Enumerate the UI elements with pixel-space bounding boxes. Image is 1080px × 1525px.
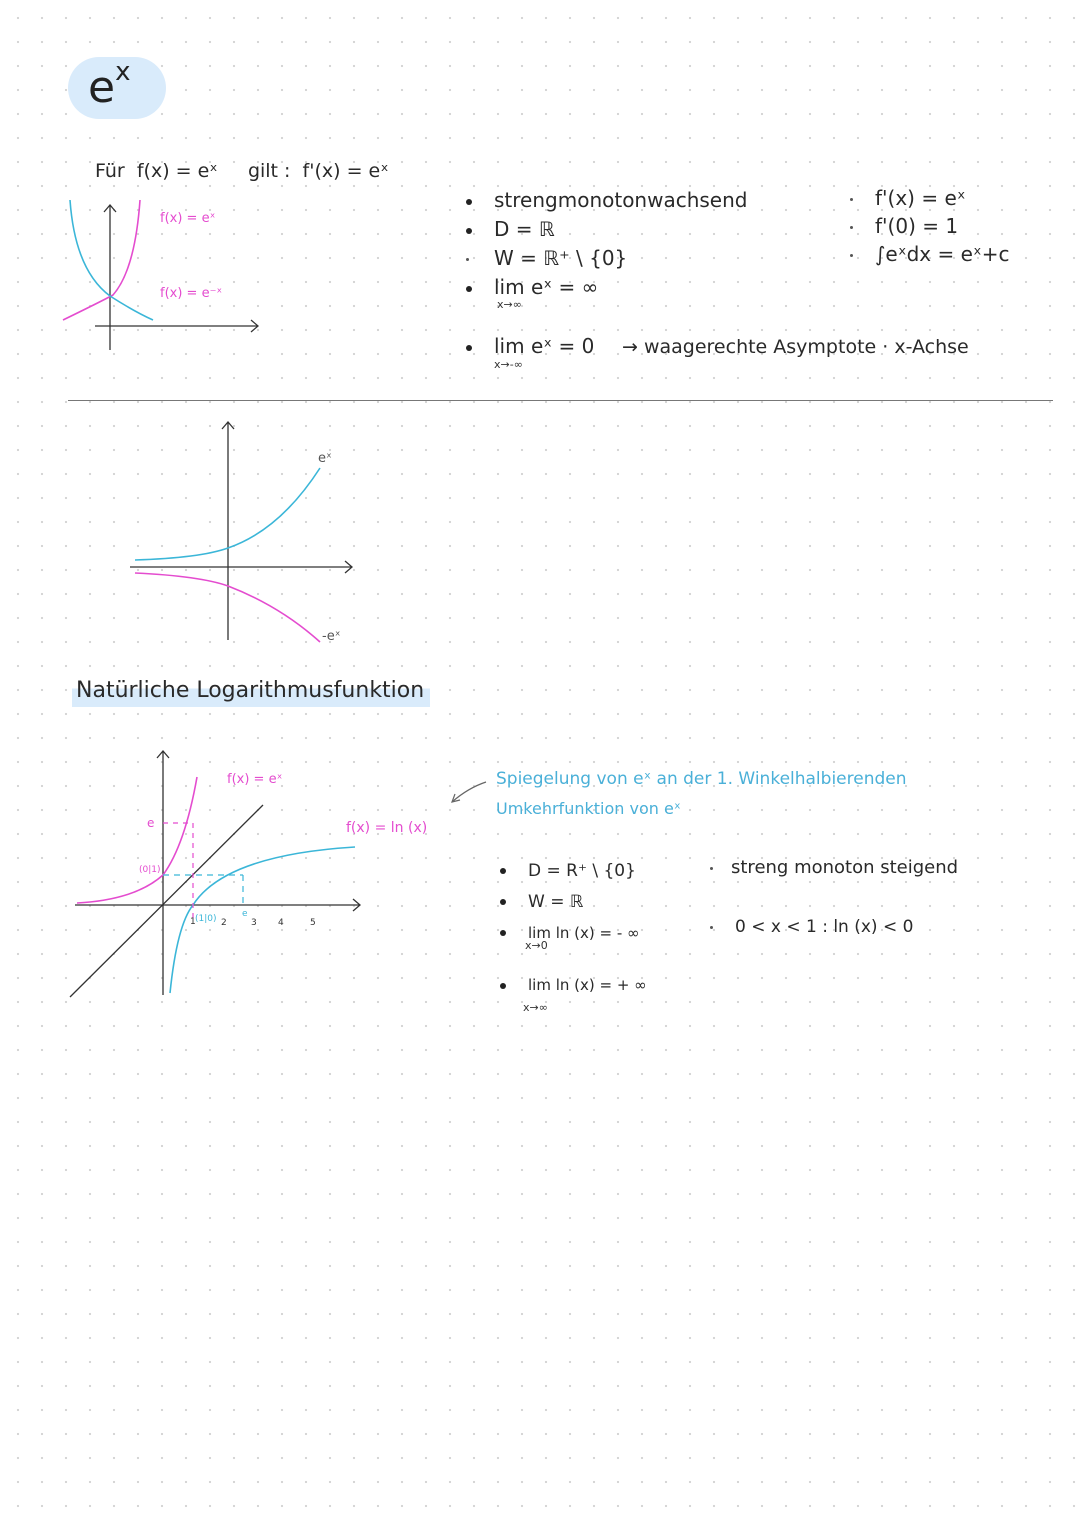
asymptote-note: → waagerechte Asymptote · x-Achse (622, 336, 969, 358)
tick-3: 3 (251, 918, 257, 928)
tick-5: 5 (310, 918, 316, 928)
ln-properties (500, 856, 640, 949)
integral: ∫eˣdx = eˣ+c (850, 240, 1010, 268)
curve-exp (77, 777, 197, 903)
ln-inequality: 0 < x < 1 : ln (x) < 0 (710, 917, 913, 937)
graph-exp-small (55, 190, 275, 360)
note-inverse: Umkehrfunktion von eˣ (496, 799, 681, 818)
exp-derivatives (850, 184, 1010, 268)
page-title: $e^x$ (88, 57, 131, 113)
tick-1: 1 (190, 917, 196, 927)
note-reflection: Spiegelung von eˣ an der 1. Winkelhalbierenden (496, 769, 907, 789)
ln-domain: D = R⁺ \ {0} (500, 856, 640, 887)
deriv-2: f'(0) = 1 (850, 212, 1010, 240)
label-exp: f(x) = eˣ (160, 211, 216, 226)
ln-limit-zero: lim ln (x) = - ∞ (500, 918, 640, 949)
label-exp: f(x) = eˣ (227, 772, 283, 787)
deriv-1: f'(x) = eˣ (850, 184, 1010, 212)
prop-monotone: strengmonotonwachsend (466, 186, 748, 215)
prop-range: W = ℝ⁺ \ {0} (466, 244, 748, 273)
divider (68, 400, 1053, 401)
label-ln: f(x) = ln (x) (346, 820, 428, 836)
graph-exp-mirror (120, 410, 380, 650)
label-point-10: (1|0) (195, 914, 217, 924)
prop-limit-inf: lim eˣ = ∞ (466, 273, 748, 302)
ln-limit-sub-zero: x→0 (525, 939, 548, 952)
prop-domain: D = ℝ (466, 215, 748, 244)
label-neg-exp: -eˣ (322, 629, 341, 644)
tick-4: 4 (278, 918, 284, 928)
tick-e: e (242, 909, 248, 919)
label-exp: eˣ (318, 451, 332, 466)
curve-exp (63, 200, 140, 320)
curve-exp-neg (70, 200, 153, 320)
arrow-icon (446, 778, 490, 818)
limit-sub-inf: x→∞ (497, 298, 522, 311)
intro-line: Für f(x) = eˣ gilt : f'(x) = eˣ (95, 160, 389, 182)
limit-sub-neg-inf: x→-∞ (494, 358, 523, 371)
label-point-01: (0|1) (139, 865, 161, 875)
label-exp-neg: f(x) = e⁻ˣ (160, 286, 223, 301)
ln-range: W = ℝ (500, 887, 640, 918)
label-e: e (147, 816, 155, 830)
ln-limit-sub-inf: x→∞ (523, 1001, 548, 1014)
ln-monotone: streng monoton steigend (710, 857, 958, 878)
ln-limit-inf: lim ln (x) = + ∞ (500, 976, 647, 994)
exp-properties (466, 186, 748, 302)
graph-ln (65, 745, 365, 1005)
prop-limit-neg-inf: lim eˣ = 0 (466, 334, 594, 358)
tick-2: 2 (221, 918, 227, 928)
section-title-ln: Natürliche Logarithmusfunktion (72, 676, 430, 707)
